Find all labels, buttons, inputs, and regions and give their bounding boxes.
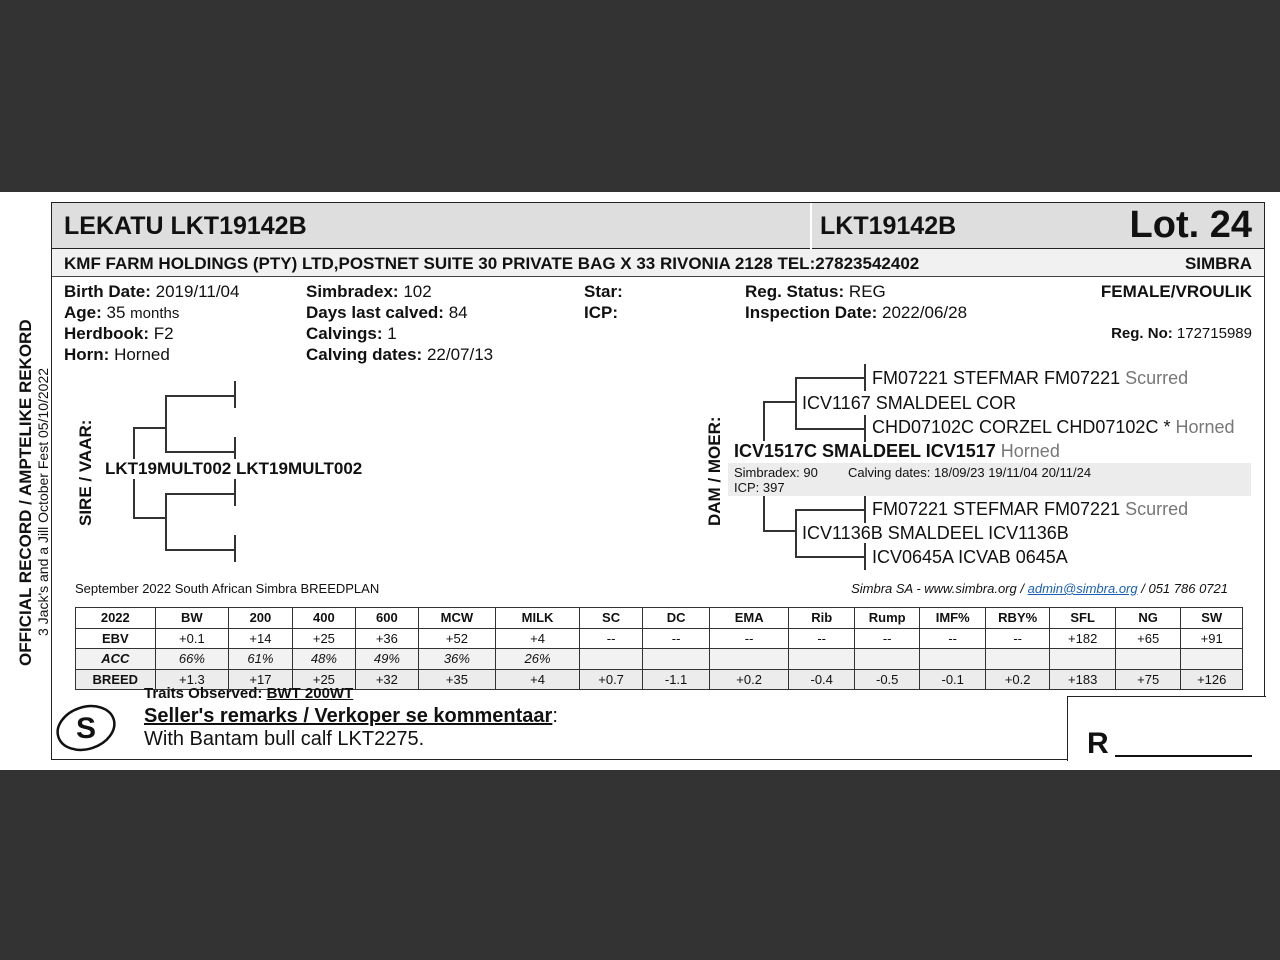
- dam-dam-dam: ICV0645A ICVAB 0645A: [872, 547, 1068, 567]
- sire-tree-line: [165, 493, 235, 495]
- lot-card: [51, 202, 1265, 760]
- herdbook: Herdbook: F2: [64, 324, 174, 343]
- simbra-logo-icon: [54, 701, 118, 755]
- breed-cell: +183: [1050, 669, 1116, 690]
- ebv-cell: +65: [1115, 628, 1181, 649]
- acc-cell: [1115, 649, 1181, 670]
- animal-name: LEKATU LKT19142B: [64, 212, 307, 240]
- header-bar: [52, 203, 1264, 249]
- breed-cell: +4: [496, 669, 580, 690]
- breed-label: SIMBRA: [1184, 254, 1252, 273]
- breed-cell: +126: [1181, 669, 1243, 690]
- lot-card-sheet: [0, 192, 1280, 770]
- sire-tree-lower-branch: [165, 493, 167, 550]
- breedplan-credit: Simbra SA - www.simbra.org / admin@simbra.org / 051 786 0721: [851, 581, 1228, 596]
- reg-number: Reg. No: 172715989: [1111, 325, 1252, 342]
- dam-tree-tick: [864, 364, 866, 391]
- headers-cell: DC: [643, 608, 710, 629]
- acc-cell: [854, 649, 920, 670]
- seller-remarks: With Bantam bull calf LKT2275.: [144, 728, 425, 750]
- breed-cell: -1.1: [643, 669, 710, 690]
- headers-cell: 400: [292, 608, 355, 629]
- headers-cell: SFL: [1050, 608, 1116, 629]
- headers-cell: Rib: [789, 608, 855, 629]
- star-label: Star:: [584, 282, 623, 301]
- ebv-cell: --: [579, 628, 642, 649]
- inspection-date: Inspection Date: 2022/06/28: [745, 303, 968, 322]
- breed-cell: +32: [356, 669, 418, 690]
- breed-cell: +0.2: [985, 669, 1049, 690]
- breed-cell: +0.7: [579, 669, 642, 690]
- sire-tree-tick: [234, 479, 236, 506]
- dam-tree-line: [763, 401, 797, 403]
- breedplan-ebv-row: [76, 628, 1243, 649]
- simbradex: Simbradex: 102: [306, 282, 432, 301]
- seller-remarks-heading: Seller's remarks / Verkoper se kommentaar:: [144, 705, 558, 727]
- breedplan-title: September 2022 South African Simbra BREEDPLAN: [75, 581, 380, 596]
- reg-status: Reg. Status: REG: [745, 282, 886, 301]
- acc-cell: 66%: [155, 649, 229, 670]
- headers-cell: 200: [229, 608, 292, 629]
- breedplan-acc-row: [76, 649, 1243, 670]
- breed-cell: +75: [1115, 669, 1181, 690]
- horn-status: Horn: Horned: [64, 345, 170, 364]
- dam-tree-tick: [864, 415, 866, 442]
- sex-label: FEMALE/VROULIK: [1100, 282, 1252, 301]
- sire-tree-line: [165, 451, 235, 453]
- acc-cell: 49%: [356, 649, 418, 670]
- breed-cell: BREED: [76, 669, 156, 690]
- ebv-cell: +182: [1050, 628, 1116, 649]
- age: Age: 35 months: [64, 303, 180, 322]
- dam-simbradex: Simbradex: 90: [734, 465, 818, 480]
- dam-sire-sire: FM07221 STEFMAR FM07221 Scurred: [872, 368, 1189, 388]
- ebv-cell: +0.1: [155, 628, 229, 649]
- ebv-cell: +36: [356, 628, 418, 649]
- breed-cell: +0.2: [709, 669, 789, 690]
- sire-tree-tick: [234, 381, 236, 408]
- sire-name: LKT19MULT002 LKT19MULT002: [105, 459, 363, 478]
- breed-cell: -0.4: [789, 669, 855, 690]
- dam-tree-line: [795, 509, 865, 511]
- headers-cell: MCW: [418, 608, 496, 629]
- acc-cell: 48%: [292, 649, 355, 670]
- acc-cell: ACC: [76, 649, 156, 670]
- ebv-cell: +91: [1181, 628, 1243, 649]
- ebv-cell: +52: [418, 628, 496, 649]
- acc-cell: [579, 649, 642, 670]
- dam-label: DAM / MOER:: [705, 416, 724, 526]
- event-label: 3 Jack's and a Jill October Fest 05/10/2022: [35, 367, 51, 636]
- headers-cell: SW: [1181, 608, 1243, 629]
- svg-text:S: S: [75, 712, 97, 745]
- breed-cell: +35: [418, 669, 496, 690]
- owner-details: KMF FARM HOLDINGS (PTY) LTD,POSTNET SUITE 30 PRIVATE BAG X 33 RIVONIA 2128 TEL:27823542402: [64, 254, 920, 273]
- animal-id: LKT19142B: [820, 212, 957, 240]
- sire-tree-lower-arm: [133, 517, 165, 519]
- acc-cell: [789, 649, 855, 670]
- headers-cell: RBY%: [985, 608, 1049, 629]
- dam-icp: ICP: 397: [734, 480, 785, 495]
- ebv-cell: --: [854, 628, 920, 649]
- dam-calving-dates: Calving dates: 18/09/23 19/11/04 20/11/24: [848, 465, 1092, 480]
- icp-label: ICP:: [584, 303, 618, 322]
- breed-cell: +17: [229, 669, 292, 690]
- days-last-calved: Days last calved: 84: [306, 303, 468, 322]
- price-currency: R: [1087, 727, 1109, 760]
- dam-dam-sire: FM07221 STEFMAR FM07221 Scurred: [872, 499, 1189, 519]
- breed-cell: +25: [292, 669, 355, 690]
- acc-cell: 36%: [418, 649, 496, 670]
- dam-tree-lower-stem: [763, 495, 765, 531]
- headers-cell: IMF%: [920, 608, 986, 629]
- birth-date: Birth Date: 2019/11/04: [64, 282, 240, 301]
- headers-cell: EMA: [709, 608, 789, 629]
- headers-cell: MILK: [496, 608, 580, 629]
- acc-cell: [643, 649, 710, 670]
- breed-cell: -0.5: [854, 669, 920, 690]
- calving-dates: Calving dates: 22/07/13: [306, 345, 494, 364]
- breedplan-table: [75, 607, 1243, 690]
- headers-cell: 600: [356, 608, 418, 629]
- owner-bar: [52, 249, 1264, 277]
- sire-tree-line: [165, 549, 235, 551]
- price-box: [1067, 696, 1266, 761]
- calvings: Calvings: 1: [306, 324, 397, 343]
- headers-cell: BW: [155, 608, 229, 629]
- breedplan-header-row: [76, 608, 1243, 629]
- dam-tree-upper-stem: [763, 401, 765, 441]
- sire-tree-line: [165, 395, 235, 397]
- dam-dam: ICV1136B SMALDEEL ICV1136B: [802, 523, 1069, 543]
- dam-tree-upper-branch: [795, 377, 797, 429]
- ebv-cell: +4: [496, 628, 580, 649]
- traits-observed: Traits Observed: BWT 200WT: [144, 685, 354, 702]
- sire-label: SIRE / VAAR:: [76, 419, 95, 526]
- dam-tree-tick: [864, 496, 866, 523]
- headers-cell: NG: [1115, 608, 1181, 629]
- header-divider: [810, 203, 812, 249]
- sire-tree-tick: [234, 535, 236, 562]
- ebv-cell: +14: [229, 628, 292, 649]
- dam-tree-line: [795, 428, 865, 430]
- acc-cell: 26%: [496, 649, 580, 670]
- dam-sire-dam: CHD07102C CORZEL CHD07102C * Horned: [872, 417, 1235, 437]
- dam-tree-line: [763, 530, 797, 532]
- ebv-cell: --: [789, 628, 855, 649]
- acc-cell: [920, 649, 986, 670]
- headers-cell: 2022: [76, 608, 156, 629]
- dam-tree-line: [795, 556, 865, 558]
- dam-tree-lower-branch: [795, 509, 797, 557]
- ebv-cell: --: [920, 628, 986, 649]
- ebv-cell: EBV: [76, 628, 156, 649]
- ebv-cell: --: [985, 628, 1049, 649]
- email-link[interactable]: admin@simbra.org: [1027, 581, 1138, 596]
- sire-tree-upper-arm: [133, 427, 165, 429]
- headers-cell: Rump: [854, 608, 920, 629]
- dam-tree-line: [795, 377, 865, 379]
- dam-name: ICV1517C SMALDEEL ICV1517 Horned: [734, 441, 1060, 461]
- official-record-label: OFFICIAL RECORD / AMPTELIKE REKORD: [16, 319, 35, 666]
- acc-cell: [1181, 649, 1243, 670]
- lot-number: Lot. 24: [1129, 204, 1252, 246]
- price-input-line[interactable]: [1115, 755, 1252, 757]
- breed-cell: +1.3: [155, 669, 229, 690]
- ebv-cell: --: [709, 628, 789, 649]
- acc-cell: [1050, 649, 1116, 670]
- ebv-cell: --: [643, 628, 710, 649]
- ebv-cell: +25: [292, 628, 355, 649]
- breed-cell: -0.1: [920, 669, 986, 690]
- dam-sire: ICV1167 SMALDEEL COR: [802, 393, 1017, 413]
- headers-cell: SC: [579, 608, 642, 629]
- acc-cell: [985, 649, 1049, 670]
- acc-cell: 61%: [229, 649, 292, 670]
- sire-tree-upper-branch: [165, 395, 167, 452]
- dam-tree-tick: [864, 543, 866, 570]
- acc-cell: [709, 649, 789, 670]
